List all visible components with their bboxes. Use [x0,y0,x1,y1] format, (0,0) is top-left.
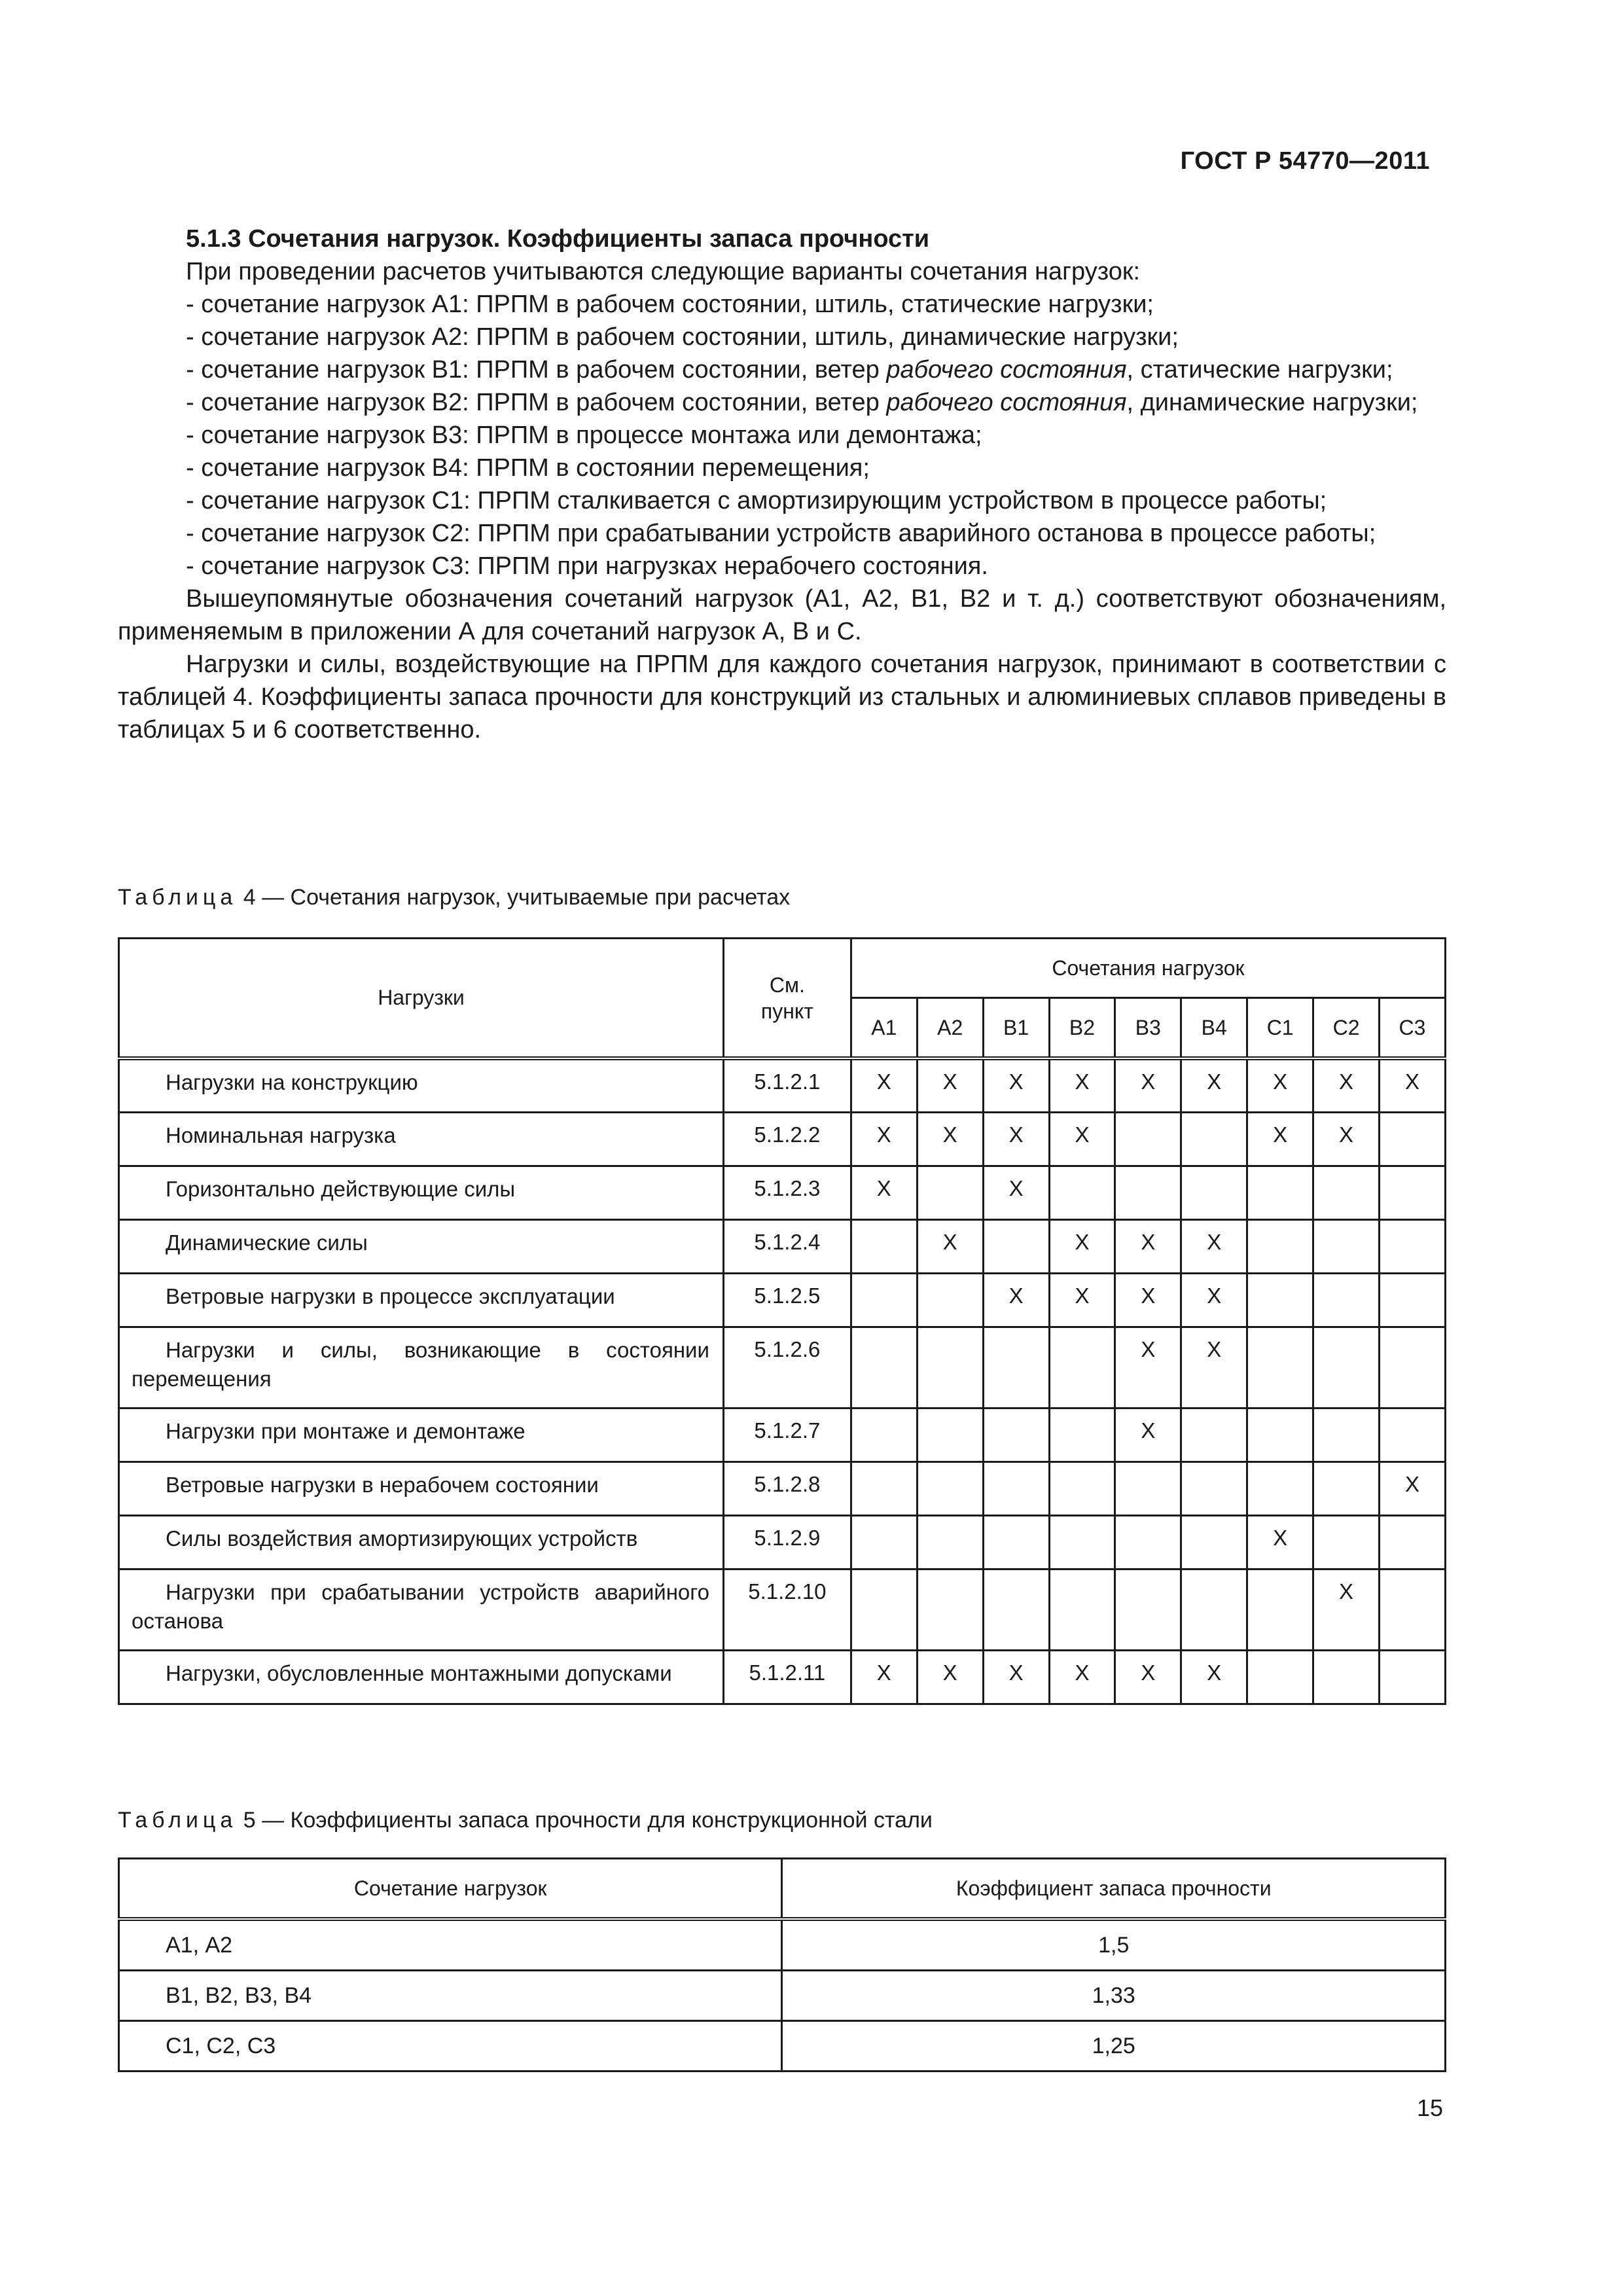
combo-mark: Х [1181,1273,1247,1327]
paragraph-designations: Вышеупомянутые обозначения сочетаний нагрузок (А1, А2, В1, В2 и т. д.) соответствуют обозначениям, применяемым в приложении А для сочетаний нагрузок А, В и С. [118,585,1446,645]
list-item-text: - сочетание нагрузок С3: ПРПМ при нагрузках нерабочего состояния. [186,552,988,580]
combo-mark [1181,1515,1247,1569]
clause-ref: 5.1.2.9 [723,1515,851,1569]
section-title: 5.1.3 Сочетания нагрузок. Коэффициенты запаса прочности [186,225,930,253]
combo-mark [1313,1515,1380,1569]
load-name-text: Нагрузки, обусловленные монтажными допусками [166,1660,672,1685]
combo-mark [917,1462,983,1515]
load-name [119,1650,724,1704]
combo-mark: Х [1181,1219,1247,1273]
table-row [119,1971,1446,2021]
combo-mark [1380,1408,1446,1462]
list-item [118,517,1446,550]
load-name-text: Ветровые нагрузки в нерабочем состоянии [166,1472,599,1497]
combo-mark [1313,1219,1380,1273]
combo-mark [1115,1462,1181,1515]
combo-mark [917,1327,983,1408]
clause-ref: 5.1.2.5 [723,1273,851,1327]
combo-mark [1049,1569,1115,1650]
table-row [119,1408,1446,1462]
combo-mark [1049,1327,1115,1408]
combo-mark [1247,1408,1313,1462]
column-header-combo: С2 [1313,998,1380,1059]
combo-mark: Х [1115,1408,1181,1462]
paragraph-loads-reference: Нагрузки и силы, воздействующие на ПРПМ для каждого сочетания нагрузок, принимают в соответствии с таблицей 4. Коэффициенты запаса прочности для конструкций из стальных и алюминиевых сплавов приведены в таблицах 5 и 6 соответственно. [118,651,1446,744]
table-row [119,1219,1446,1273]
combo-mark [1313,1408,1380,1462]
combo-mark: Х [1380,1462,1446,1515]
column-header-combo: С1 [1247,998,1313,1059]
column-header-ref: См. пункт [723,939,851,1059]
combo-mark [1380,1112,1446,1166]
combo-mark: Х [1247,1515,1313,1569]
coefficient-cell: 1,33 [782,1971,1446,2021]
load-name [119,1112,724,1166]
list-item [118,419,1446,452]
list-item [118,550,1446,583]
list-item-text: - сочетание нагрузок С2: ПРПМ при срабатывании устройств аварийного останова в процессе работы; [186,520,1376,547]
combo-mark: Х [983,1650,1049,1704]
table-row [119,2021,1446,2072]
combo-mark: Х [917,1058,983,1112]
load-name-text: Ветровые нагрузки в процессе эксплуатации [166,1283,615,1308]
table5-caption-text: 5 — Коэффициенты запаса прочности для конструкционной стали [237,1808,933,1833]
combo-mark: Х [1313,1112,1380,1166]
combo-mark [1247,1327,1313,1408]
combo-mark [1380,1515,1446,1569]
combo-mark: Х [1049,1112,1115,1166]
combo-mark: Х [1049,1273,1115,1327]
column-header-combination: Сочетание нагрузок [119,1859,782,1920]
table-row [119,1273,1446,1327]
combo-mark [1181,1408,1247,1462]
column-header-combo: А1 [851,998,917,1059]
column-header-combo: В1 [983,998,1049,1059]
combo-mark [1313,1273,1380,1327]
combo-mark: Х [851,1166,917,1219]
table5-caption-label: Таблица [118,1808,238,1833]
column-header-combo: В3 [1115,998,1181,1059]
combo-mark [1313,1462,1380,1515]
combo-mark [983,1515,1049,1569]
load-name [119,1569,724,1650]
table4-caption-text: 4 — Сочетания нагрузок, учитываемые при расчетах [237,885,791,910]
combo-mark [1247,1273,1313,1327]
combo-mark: Х [851,1650,917,1704]
load-name-text: Нагрузки и силы, возникающие в состоянии перемещения [132,1337,709,1391]
load-name [119,1327,724,1408]
combo-mark: Х [1049,1058,1115,1112]
combo-mark: Х [917,1650,983,1704]
list-item [118,321,1446,353]
safety-factor-table [118,1857,1446,2072]
combo-mark: Х [1049,1219,1115,1273]
combo-mark: Х [1247,1058,1313,1112]
combo-mark: Х [1181,1058,1247,1112]
combo-mark: Х [1247,1112,1313,1166]
table4-caption-label: Таблица [118,885,238,910]
table-row [119,1166,1446,1219]
clause-ref: 5.1.2.8 [723,1462,851,1515]
table-row [119,1327,1446,1408]
combo-mark [1115,1569,1181,1650]
load-name [119,1058,724,1112]
load-name [119,1273,724,1327]
combo-mark [851,1515,917,1569]
combo-mark: Х [1313,1569,1380,1650]
combo-mark [851,1569,917,1650]
combo-mark: Х [851,1058,917,1112]
combo-mark: Х [1049,1650,1115,1704]
document-header: ГОСТ Р 54770—2011 [1180,147,1430,175]
combo-mark: Х [1181,1327,1247,1408]
combo-mark [983,1327,1049,1408]
combo-mark [917,1166,983,1219]
column-header-combo: А2 [917,998,983,1059]
load-name [119,1408,724,1462]
combo-mark [1049,1515,1115,1569]
clause-ref: 5.1.2.10 [723,1569,851,1650]
combo-mark [983,1219,1049,1273]
combo-mark [1313,1327,1380,1408]
list-item-text: - сочетание нагрузок В3: ПРПМ в процессе монтажа или демонтажа; [186,422,982,449]
column-header-loads: Нагрузки [119,939,724,1059]
list-item [118,484,1446,517]
combo-mark [1313,1650,1380,1704]
combo-mark [1247,1219,1313,1273]
combo-mark: Х [851,1112,917,1166]
combo-mark: Х [1181,1650,1247,1704]
list-item [118,288,1446,321]
combo-mark: Х [1115,1650,1181,1704]
combo-mark [851,1408,917,1462]
combo-mark: Х [983,1058,1049,1112]
column-header-combo: В4 [1181,998,1247,1059]
load-name [119,1462,724,1515]
combo-mark: Х [1115,1058,1181,1112]
list-item-text: - сочетание нагрузок А2: ПРПМ в рабочем состоянии, штиль, динамические нагрузки; [186,323,1179,351]
load-name [119,1219,724,1273]
coefficient-cell: 1,25 [782,2021,1446,2072]
list-item [118,353,1446,386]
table-row [119,1919,1446,1971]
combination-cell: С1, С2, С3 [119,2021,782,2072]
clause-ref: 5.1.2.1 [723,1058,851,1112]
combo-mark: Х [1115,1327,1181,1408]
list-item-text-end: , статические нагрузки; [1126,356,1393,384]
combo-mark: Х [983,1112,1049,1166]
clause-ref: 5.1.2.3 [723,1166,851,1219]
load-name-text: Горизонтально действующие силы [166,1176,516,1201]
column-header-combinations: Сочетания нагрузок [851,939,1445,998]
combo-mark [1247,1462,1313,1515]
combo-mark [917,1408,983,1462]
list-item-text-end: , динамические нагрузки; [1126,389,1418,416]
combo-mark [917,1569,983,1650]
combo-mark [1247,1166,1313,1219]
combo-mark [1380,1219,1446,1273]
list-item-text: - сочетание нагрузок В4: ПРПМ в состоянии перемещения; [186,454,870,482]
list-item-text: - сочетание нагрузок В2: ПРПМ в рабочем состоянии, ветер [186,389,887,416]
combination-cell: В1, В2, В3, В4 [119,1971,782,2021]
combo-mark [1380,1569,1446,1650]
combo-mark [1247,1569,1313,1650]
clause-ref: 5.1.2.4 [723,1219,851,1273]
list-item-text: - сочетание нагрузок В1: ПРПМ в рабочем состоянии, ветер [186,356,887,384]
load-name-text: Нагрузки на конструкцию [166,1070,418,1094]
combo-mark: Х [917,1219,983,1273]
load-combination-list [118,288,1446,583]
combo-mark [1380,1273,1446,1327]
page-number: 15 [1416,2094,1443,2121]
load-name-text: Номинальная нагрузка [166,1122,396,1147]
clause-ref: 5.1.2.6 [723,1327,851,1408]
clause-ref: 5.1.2.2 [723,1112,851,1166]
combo-mark [1181,1112,1247,1166]
combo-mark [851,1219,917,1273]
combo-mark [851,1273,917,1327]
combo-mark: Х [983,1273,1049,1327]
combo-mark [1181,1166,1247,1219]
list-item [118,386,1446,419]
table-row [119,1462,1446,1515]
combo-mark: Х [1313,1058,1380,1112]
combo-mark [1049,1408,1115,1462]
combo-mark: Х [1115,1219,1181,1273]
combo-mark: Х [1115,1273,1181,1327]
combo-mark [1313,1166,1380,1219]
column-header-combo: В2 [1049,998,1115,1059]
clause-ref: 5.1.2.7 [723,1408,851,1462]
load-name [119,1166,724,1219]
combo-mark [851,1462,917,1515]
table5-caption [118,1808,933,1833]
combo-mark [1247,1650,1313,1704]
load-name-text: Динамические силы [166,1230,368,1255]
combo-mark [1181,1462,1247,1515]
list-item-emphasis: рабочего состояния [886,389,1127,416]
combo-mark: Х [1380,1058,1446,1112]
combo-mark [983,1569,1049,1650]
list-item-emphasis: рабочего состояния [886,356,1127,384]
combo-mark [1380,1327,1446,1408]
combo-mark [983,1462,1049,1515]
combo-mark [1380,1650,1446,1704]
load-combinations-table [118,937,1446,1705]
table4-caption [118,885,790,910]
load-name [119,1515,724,1569]
list-item-text: - сочетание нагрузок А1: ПРПМ в рабочем состоянии, штиль, статические нагрузки; [186,291,1154,318]
combo-mark [1049,1462,1115,1515]
combo-mark [1115,1112,1181,1166]
combo-mark [1380,1166,1446,1219]
table-row [119,1112,1446,1166]
table-row [119,1058,1446,1112]
combo-mark: Х [983,1166,1049,1219]
load-name-text: Силы воздействия амортизирующих устройств [166,1526,638,1551]
combination-cell: А1, А2 [119,1919,782,1971]
combo-mark: Х [917,1112,983,1166]
column-header-coefficient: Коэффициент запаса прочности [782,1859,1446,1920]
coefficient-cell: 1,5 [782,1919,1446,1971]
section-text [118,223,1446,746]
load-name-text: Нагрузки при срабатывании устройств аварийного останова [132,1579,709,1633]
combo-mark [1181,1569,1247,1650]
clause-ref: 5.1.2.11 [723,1650,851,1704]
combo-mark [917,1515,983,1569]
column-header-combo: С3 [1380,998,1446,1059]
list-item [118,452,1446,484]
combo-mark [851,1327,917,1408]
list-item-text: - сочетание нагрузок С1: ПРПМ сталкивается с амортизирующим устройством в процессе работы; [186,487,1327,514]
table-row [119,1650,1446,1704]
combo-mark [1115,1515,1181,1569]
combo-mark [983,1408,1049,1462]
table-row [119,1515,1446,1569]
combo-mark [1115,1166,1181,1219]
combo-mark [1049,1166,1115,1219]
combo-mark [917,1273,983,1327]
table-row [119,1569,1446,1650]
load-name-text: Нагрузки при монтаже и демонтаже [166,1418,526,1443]
section-intro: При проведении расчетов учитываются следующие варианты сочетания нагрузок: [186,258,1141,285]
